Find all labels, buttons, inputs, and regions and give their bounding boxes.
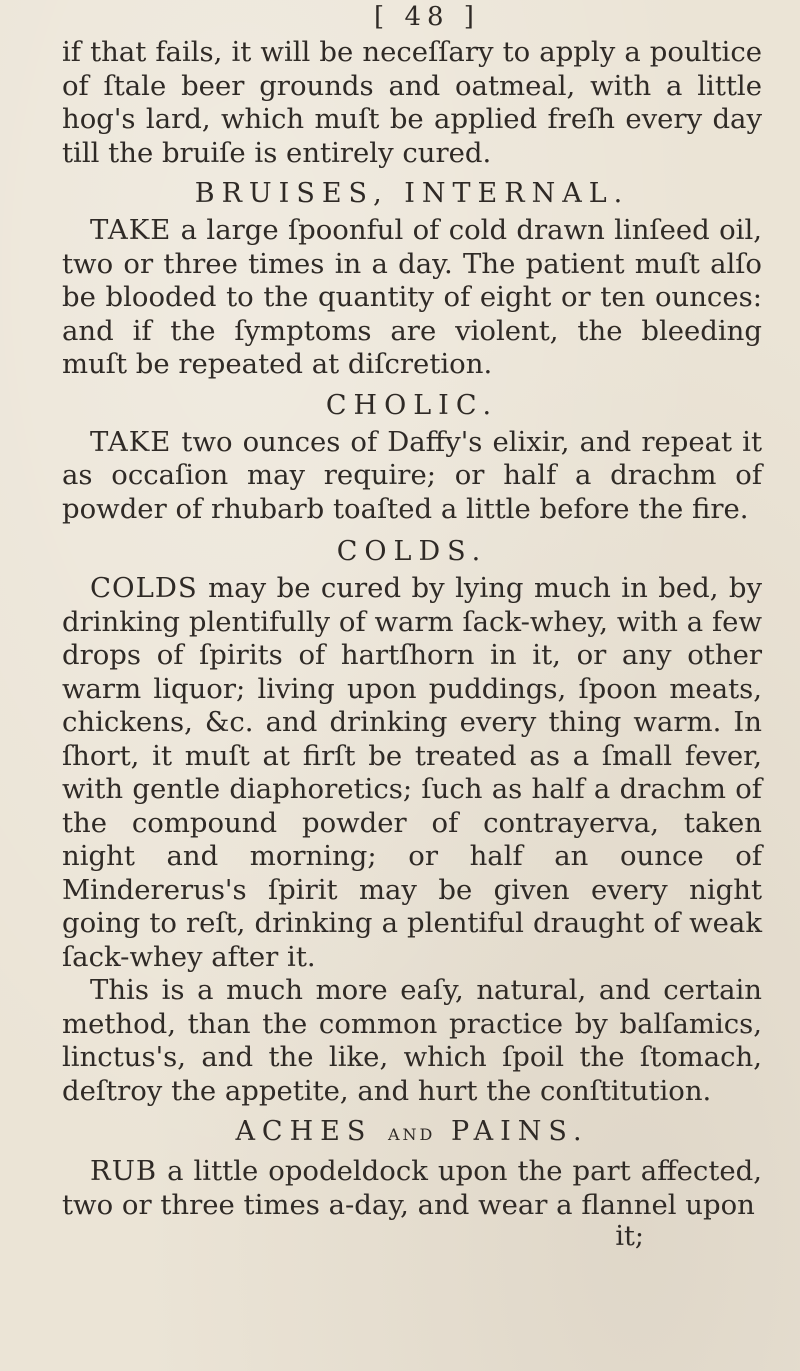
paragraph-text: two ounces of Daffy's elixir, and repeat it as occaſion may require; or half a drachm of powder of rhubarb toaſted a little before the fire. [62,425,762,525]
page-number: [ 48 ] [374,2,480,32]
paragraph-text: a little opodeldock upon the part affected, two or three times a-day, and wear a flannel upon [62,1155,762,1221]
paragraph-text: a large ſpoonful of cold drawn linſeed oil, two or three times in a day. The patient muſt alſo be blooded to the quantity of eight or ten ounces: and if the ſymptoms are violent, the bleeding muſt be repeated at diſcretion. [62,214,762,380]
lead-word: COLDS [90,572,198,604]
paragraph-colds [62,572,762,974]
heading-cholic: CHOLIC. [325,389,499,421]
paragraph-aches [62,1155,762,1222]
heading-bruises: BRUISES, INTERNAL. [194,178,630,209]
paragraph-colds-2: This is a much more eaſy, natural, and certain method, than the common practice by balſamics, linctus's, and the like, which ſpoil the ſtomach, deſtroy the appetite, and hurt the conſtitution. [62,974,762,1107]
heading-part: ACHES [235,1116,373,1147]
heading-colds: COLDS. [336,536,488,567]
heading-part: PAINS. [450,1116,589,1147]
lead-word: TAKE [90,425,172,458]
paragraph-cholic [62,426,762,527]
heading-aches-and-pains [62,1112,762,1155]
intro-paragraph: if that fails, it will be neceſſary to apply a poultice of ſtale beer grounds and oatmeal, with a little hog's lard, which muſt be applied freſh every day till the bruiſe is entirely cured. [62,36,762,169]
paragraph-bruises [62,214,762,382]
catchword: it; [615,1221,644,1252]
lead-word: TAKE [90,214,172,246]
lead-word: RUB [90,1155,158,1187]
heading-conjunction: AND [387,1125,436,1144]
paragraph-text: may be cured by lying much in bed, by drinking plentifully of warm ſack-whey, with a few drops of ſpirits of hartſhorn in it, or any other warm liquor; living upon puddings, ſpoon meats, chickens, &c. and drinking every thing warm. In ſhort, it muſt at firſt be treated as a ſmall fever, with gentle diaphoretics; ſuch as half a drachm of the compound powder of contrayerva, taken night and morning; or half an ounce of Mindererus's ſpirit may be given every night going to reſt, drinking a plentiful draught of weak ſack-whey after it. [62,572,762,973]
